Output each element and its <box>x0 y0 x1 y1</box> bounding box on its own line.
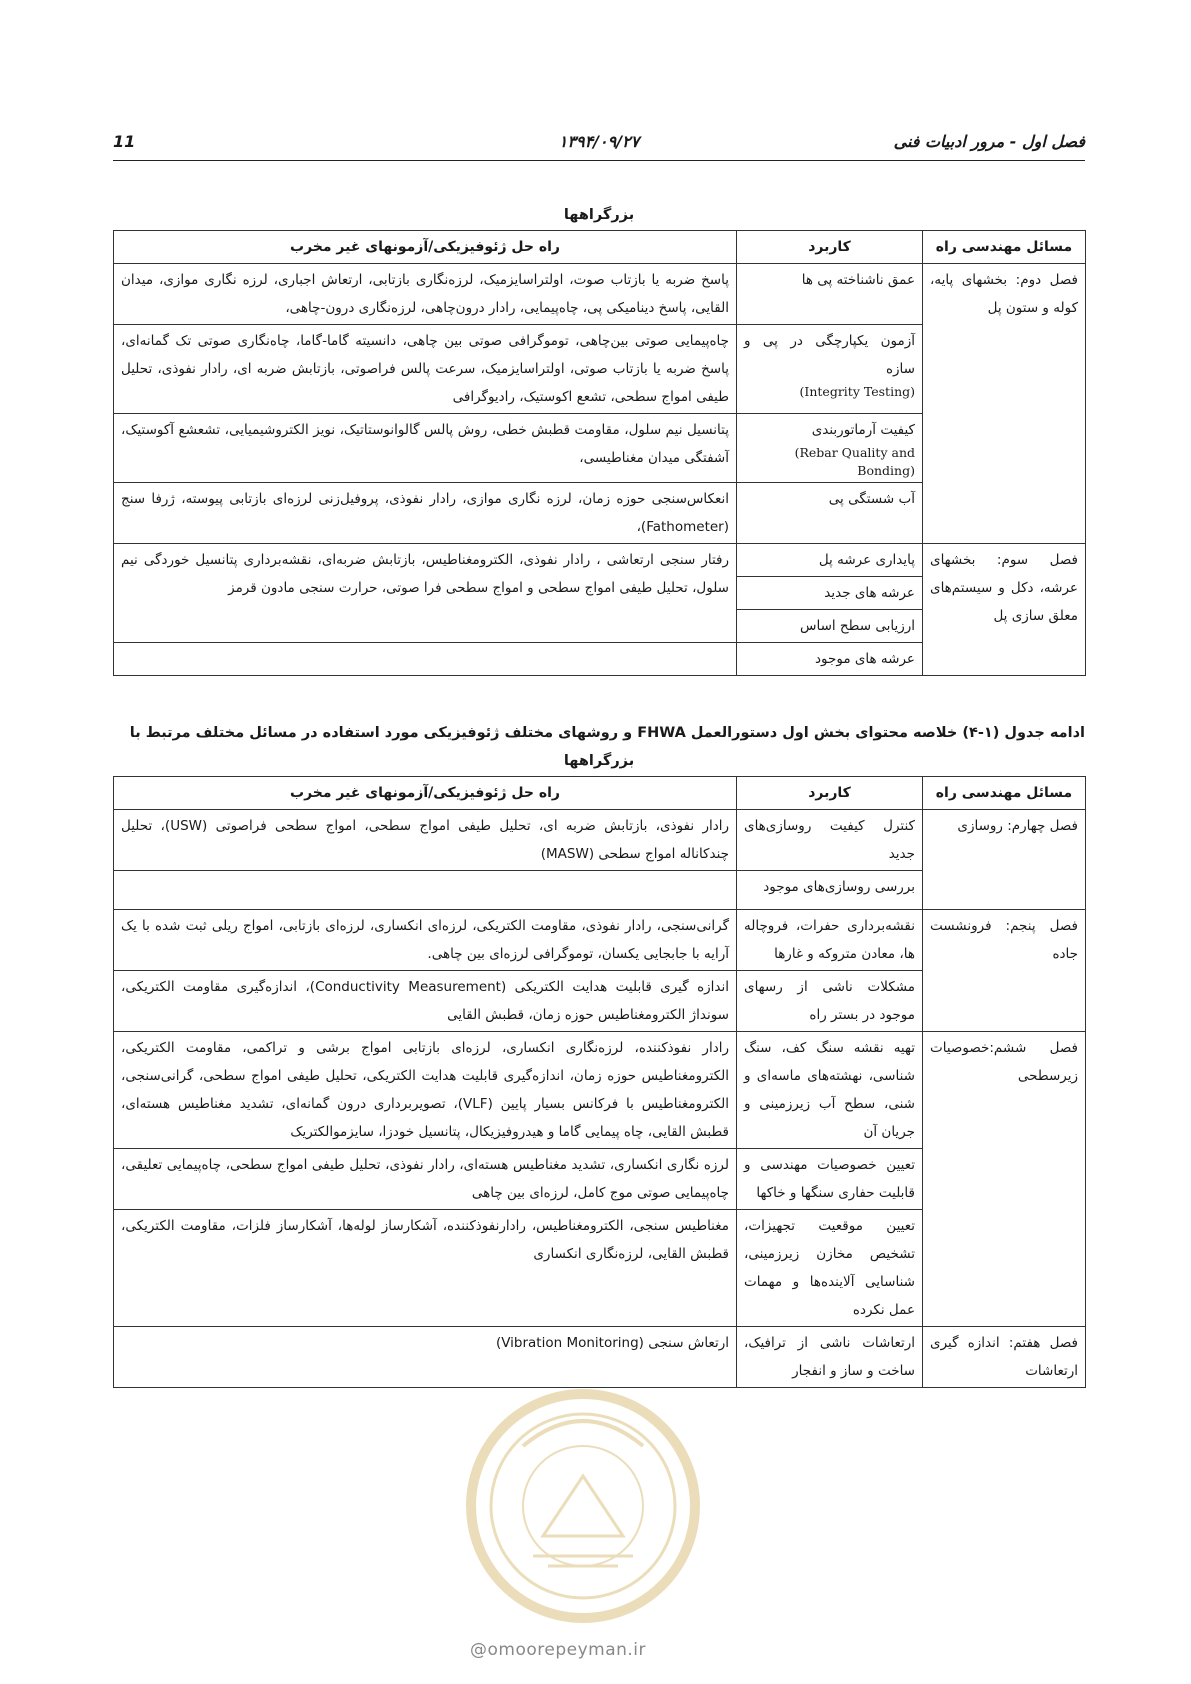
table-row <box>114 1032 1086 1149</box>
solution-cell <box>114 643 737 676</box>
use-cell <box>737 264 923 325</box>
table2-header-row <box>114 777 1086 810</box>
use-cell: ارتعاشات ناشی از ترافیک، ساخت و ساز و انفجار <box>737 1327 923 1388</box>
issue-cell: فصل ششم:خصوصیات زیرسطحی <box>923 1032 1086 1327</box>
table-row <box>114 810 1086 871</box>
table-row <box>114 910 1086 971</box>
use-cell: ارزیابی سطح اساس <box>737 610 923 643</box>
use-text: آزمون یکپارچگی در پی و سازه <box>744 333 915 377</box>
seal-logo-watermark <box>463 1386 703 1626</box>
use-cell: بررسی روسازی‌های موجود <box>737 871 923 910</box>
use-cell: تعیین موقعیت تجهیزات، تشخیص مخازن زیرزمینی، شناسایی آلاینده‌ها و مهمات عمل نکرده <box>737 1210 923 1327</box>
table2-caption-line1: ادامه جدول (۱-۴) خلاصه محتوای بخش اول دستورالعمل FHWA و روشهای مختلف ژئوفیزیکی مورد استفاده در مسائل مختلف مرتبط با <box>129 725 1085 741</box>
use-cell: عرشه های موجود <box>737 643 923 676</box>
solution-cell: رادار نفوذی، بازتابش ضربه ای، تحلیل طیفی امواج سطحی، امواج سطحی فراصوتی (USW)، تحلیل چندکاناله امواج سطحی (MASW) <box>114 810 737 871</box>
solution-cell: لرزه نگاری انکساری، تشدید مغناطیس هسته‌ای، رادار نفوذی، تحلیل طیفی امواج سطحی، چاه‌پیمایی تعلیقی، چاه‌پیمایی صوتی موج کامل، لرزه‌ای بین چاهی <box>114 1149 737 1210</box>
use-cell: مشکلات ناشی از رسهای موجود در بستر راه <box>737 971 923 1032</box>
solution-cell: رادار نفوذکننده، لرزه‌نگاری انکساری، لرزه‌ای بازتابی امواج برشی و تراکمی، مقاومت الکتریکی، الکترومغناطیس حوزه زمان، اندازه‌گیری قابلیت هدایت الکتریکی، تحلیل طیفی امواج سطحی، گرانی‌سنجی، الکترومغناطیس با فرکانس بسیار پایین (VLF)، تصویربرداری درون گمانه‌ای، تشدید مغناطیس هسته‌ای، قطبش القایی، چاه پیمایی گاما و هیدروفیزیکال، پتانسیل خودزا، سایزموالکتریک <box>114 1032 737 1149</box>
table1-caption: بزرگراهها <box>563 207 635 223</box>
use-subtext: (Integrity Testing) <box>799 384 915 399</box>
header-issue: مسائل مهندسی راه <box>923 231 1086 264</box>
solution-cell <box>114 871 737 910</box>
header-solution: راه حل ژئوفیزیکی/آزمونهای غیر مخرب <box>114 231 737 264</box>
use-text: کیفیت آرماتوربندی <box>811 422 915 438</box>
table1 <box>113 230 1086 676</box>
use-cell: نقشه‌برداری حفرات، فروچاله ها، معادن متروکه و غارها <box>737 910 923 971</box>
solution-cell: پتانسیل نیم سلول، مقاومت قطبش خطی، روش پالس گالوانوستاتیک، نویز الکتروشیمیایی، تشعشع آکوستیک، آشفتگی میدان مغناطیسی، <box>114 414 737 483</box>
table-row <box>114 544 1086 577</box>
table-row <box>114 1327 1086 1388</box>
table2 <box>113 776 1086 1388</box>
header-solution: راه حل ژئوفیزیکی/آزمونهای غیر مخرب <box>114 777 737 810</box>
issue-cell: فصل دوم: بخشهای پایه، کوله و ستون پل <box>923 264 1086 544</box>
solution-cell: رفتار سنجی ارتعاشی ، رادار نفوذی، الکترومغناطیس، بازتابش ضربه‌ای، نقشه‌برداری پتانسیل خوردگی نیم سلول، تحلیل طیفی امواج سطحی و امواج سطحی فرا صوتی، حرارت سنجی مادون قرمز <box>114 544 737 643</box>
issue-cell: فصل پنجم: فرونشست جاده <box>923 910 1086 1032</box>
use-cell: کنترل کیفیت روسازی‌های جدید <box>737 810 923 871</box>
use-cell: تهیه نقشه سنگ کف، سنگ شناسی، نهشته‌های ماسه‌ای و شنی، سطح آب زیرزمینی و جریان آن <box>737 1032 923 1149</box>
header-date: ۱۳۹۴/۰۹/۲۷ <box>558 132 640 151</box>
chapter-title: فصل اول - مرور ادبیات فنی <box>893 132 1085 151</box>
page-number: 11 <box>113 132 136 151</box>
solution-cell: پاسخ ضربه یا بازتاب صوت، اولتراسایزمیک، لرزه‌نگاری بازتابی، ارتعاش اجباری، لرزه نگاری موازی، میدان القایی، پاسخ دینامیکی پی، چاه‌پیمایی، رادار درون‌چاهی، لرزه‌نگاری درون-چاهی، <box>114 264 737 325</box>
solution-cell: انعکاس‌سنجی حوزه زمان، لرزه نگاری موازی، رادار نفوذی، پروفیل‌زنی لرزه‌ای بازتابی پیوسته، ژرفا سنج (Fathometer)، <box>114 483 737 544</box>
use-cell <box>737 483 923 544</box>
header-use: کاربرد <box>737 231 923 264</box>
use-cell <box>737 414 923 483</box>
table1-header-row <box>114 231 1086 264</box>
header-use: کاربرد <box>737 777 923 810</box>
solution-cell: اندازه گیری قابلیت هدایت الکتریکی (Conductivity Measurement)، اندازه‌گیری مقاومت الکتریکی، سونداژ الکترومغناطیس حوزه زمان، قطبش القایی <box>114 971 737 1032</box>
use-text: عمق ناشناخته پی ها <box>801 272 915 288</box>
solution-cell: مغناطیس سنجی، الکترومغناطیس، رادارنفوذکننده، آشکارساز لوله‌ها، آشکارساز فلزات، مقاومت الکتریکی، قطبش القایی، لرزه‌نگاری انکساری <box>114 1210 737 1327</box>
use-cell: تعیین خصوصیات مهندسی و قابلیت حفاری سنگها و خاکها <box>737 1149 923 1210</box>
watermark-text: @omoorepeyman.ir <box>470 1640 647 1660</box>
solution-cell: ارتعاش سنجی (Vibration Monitoring) <box>114 1327 737 1388</box>
issue-cell: فصل سوم: بخشهای عرشه، دکل و سیستم‌های معلق سازی پل <box>923 544 1086 676</box>
table-row <box>114 264 1086 325</box>
solution-cell: گرانی‌سنجی، رادار نفوذی، مقاومت الکتریکی، لرزه‌ای انکساری، لرزه‌ای بازتابی، امواج ریلی ثبت شده با یک آرایه با جابجایی یکسان، توموگرافی لرزه‌ای بین چاهی. <box>114 910 737 971</box>
solution-cell: چاه‌پیمایی صوتی بین‌چاهی، توموگرافی صوتی بین چاهی، دانسیته گاما-گاما، چاه‌نگاری صوتی تک گمانه‌ای، پاسخ ضربه یا بازتاب صوتی، اولتراسایزمیک، سرعت پالس فراصوتی، بازتابش ضربه ای، رادار نفوذی، تحلیل طیفی امواج سطحی، تشعع اکوستیک، رادیوگرافی <box>114 325 737 414</box>
issue-cell: فصل چهارم: روسازی <box>923 810 1086 910</box>
use-text: آب شستگی پی <box>828 491 915 507</box>
use-cell: عرشه های جدید <box>737 577 923 610</box>
page-header <box>113 130 1085 161</box>
header-issue: مسائل مهندسی راه <box>923 777 1086 810</box>
use-cell: پایداری عرشه پل <box>737 544 923 577</box>
issue-cell: فصل هفتم: اندازه گیری ارتعاشات <box>923 1327 1086 1388</box>
use-subtext: (Rebar Quality and Bonding) <box>794 445 915 478</box>
use-cell <box>737 325 923 414</box>
table2-caption-line2: بزرگراهها <box>563 753 635 769</box>
